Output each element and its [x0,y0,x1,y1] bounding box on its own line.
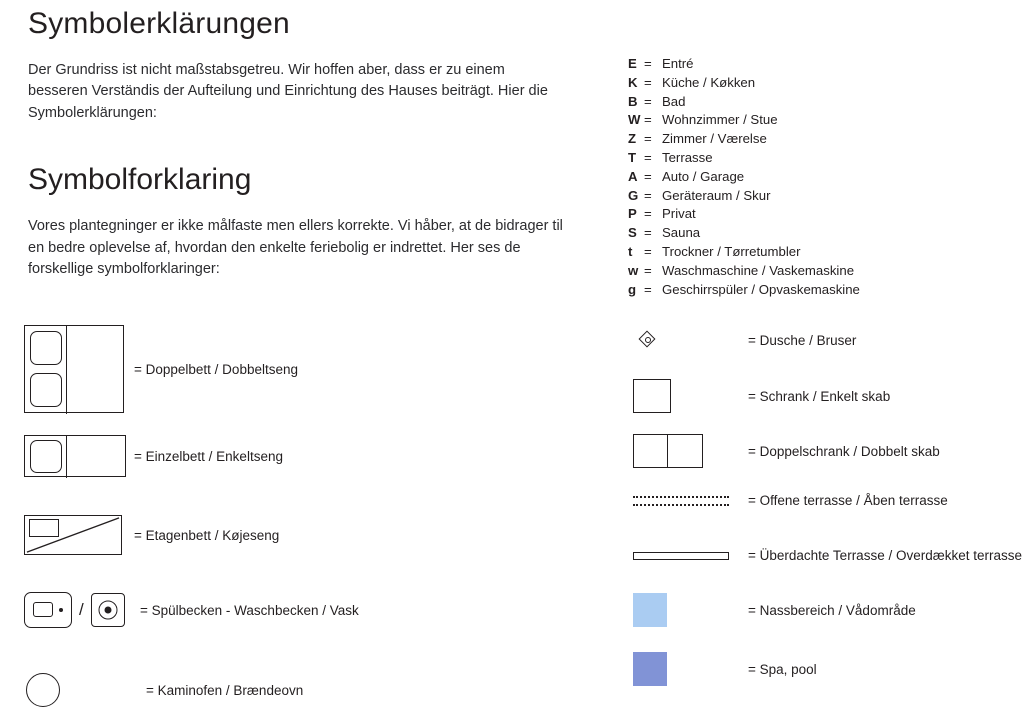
legend-item-double-bed [24,325,298,413]
legend-label: = Doppelschrank / Dobbelt skab [748,443,940,459]
abbreviation-list [628,55,1018,299]
abbreviation-equals: = [644,168,652,184]
abbreviation-equals: = [644,112,652,128]
abbreviation-row [628,281,1018,300]
covered-terrace-icon [633,552,748,560]
legend-item-shower [633,331,856,349]
abbreviation-equals: = [644,56,652,71]
legend-label: = Spa, pool [748,661,817,677]
wardrobe-double-icon [633,434,748,468]
abbreviation-key: P [628,206,637,222]
legend-item-sink [24,592,359,628]
abbreviation-key: t [628,243,633,259]
double-bed-icon [24,325,134,413]
intro-paragraph-de: Der Grundriss ist nicht maßstabsgetreu. Wir hoffen aber, dass er zu einem besseren Verständis der Aufteilung und Einrichtung des Hauses beiträgt. Hier die Symbolerklärungen: [28,62,548,121]
legend-item-wardrobe-single [633,379,890,413]
legend-item-open-terrace [633,493,948,508]
abbreviation-value: Privat [662,206,696,222]
abbreviation-row [628,111,1018,130]
abbreviation-value: Terrasse [662,149,713,165]
legend-item-single-bed [24,435,283,477]
abbreviation-value: Küche / Køkken [662,74,756,90]
abbreviation-row [628,93,1018,112]
abbreviation-equals: = [644,74,652,90]
abbreviation-row [628,224,1018,243]
legend-label: = Spülbecken - Waschbecken / Vask [140,602,359,618]
legend-item-wardrobe-double [633,434,940,468]
abbreviation-equals: = [644,93,652,109]
intro-paragraph-dk: Vores plantegninger er ikke målfaste men ellers korrekte. Vi håber, at de bidrager til en bedre oplevelse af, hvordan den enkelte feriebolig er indrettet. Her ses de forskellige symbolforklaringer: [28,218,563,278]
abbreviation-row [628,168,1018,187]
abbreviation-equals: = [644,206,652,222]
shower-icon [633,331,748,349]
legend-item-bunk-bed [24,515,279,555]
legend-label: = Doppelbett / Dobbeltseng [134,361,298,377]
page-title-de: Symbolerklärungen [28,7,290,40]
abbreviation-key: B [628,93,638,109]
wardrobe-single-icon [633,379,748,413]
legend-label: = Schrank / Enkelt skab [748,388,891,404]
legend-item-spa-pool [633,652,817,686]
open-terrace-icon [633,496,748,506]
abbreviation-key: w [628,262,639,278]
abbreviation-key: g [628,281,637,297]
legend-label: = Etagenbett / Køjeseng [134,527,280,543]
abbreviation-key: S [628,225,637,241]
abbreviation-key: A [628,168,638,184]
abbreviation-row [628,149,1018,168]
spa-pool-swatch-icon [633,652,748,686]
page-title-dk: Symbolforklaring [28,163,252,197]
abbreviation-row [628,262,1018,281]
legend-item-covered-terrace [633,548,1022,563]
abbreviation-row [628,74,1018,93]
abbreviation-value: Trockner / Tørretumbler [662,243,801,259]
legend-label: = Nassbereich / Vådområde [748,602,916,618]
abbreviation-value: Sauna [662,225,701,241]
abbreviation-equals: = [644,281,652,297]
legend-label: = Überdachte Terrasse / Overdækket terrasse [748,548,1022,563]
wet-area-swatch-icon [633,593,748,627]
abbreviation-key: K [628,74,638,90]
abbreviation-value: Entré [662,56,694,71]
separator-slash: / [79,600,84,619]
wood-stove-icon [24,673,134,707]
abbreviation-value: Zimmer / Værelse [662,131,767,147]
abbreviation-equals: = [644,243,652,259]
legend-label: = Dusche / Bruser [748,332,857,348]
sink-washbasin-icon [24,592,134,628]
single-bed-icon [24,435,134,477]
legend-label: = Offene terrasse / Åben terrasse [748,493,948,508]
abbreviation-key: E [628,56,637,71]
abbreviation-key: W [628,112,641,128]
abbreviation-value: Bad [662,93,686,109]
legend-label: = Kaminofen / Brændeovn [146,682,304,698]
abbreviation-equals: = [644,225,652,241]
bunk-bed-icon [24,515,134,555]
abbreviation-row [628,55,1018,74]
abbreviation-equals: = [644,262,652,278]
legend-item-wet-area [633,593,916,627]
abbreviation-row [628,187,1018,206]
abbreviation-row [628,243,1018,262]
abbreviation-key: T [628,149,637,165]
left-text-column [28,0,608,295]
abbreviation-key: G [628,187,639,203]
abbreviation-value: Waschmaschine / Vaskemaskine [662,262,855,278]
abbreviation-value: Wohnzimmer / Stue [662,112,778,128]
legend-item-wood-stove [24,673,303,707]
abbreviation-equals: = [644,131,652,147]
abbreviation-value: Geschirrspüler / Opvaskemaskine [662,281,860,297]
abbreviation-equals: = [644,187,652,203]
abbreviation-key: Z [628,131,637,147]
abbreviation-row [628,130,1018,149]
abbreviation-row [628,205,1018,224]
legend-label: = Einzelbett / Enkeltseng [134,448,283,464]
abbreviation-value: Geräteraum / Skur [662,187,771,203]
abbreviation-value: Auto / Garage [662,168,745,184]
abbreviation-equals: = [644,149,652,165]
